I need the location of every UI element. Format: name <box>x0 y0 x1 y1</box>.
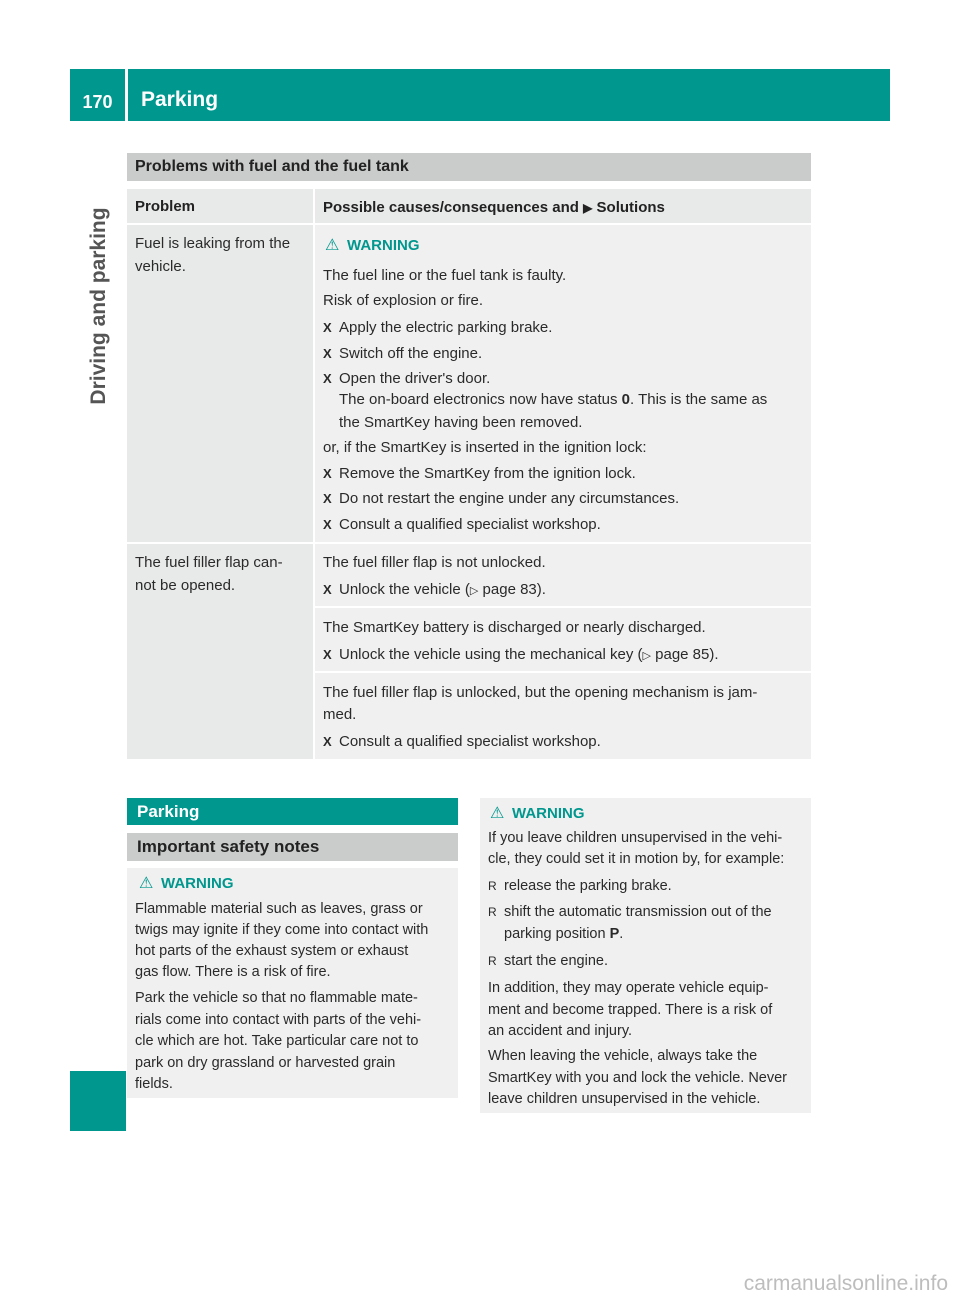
step-arrow-icon: X <box>323 517 332 532</box>
row2-solution-2: X Unlock the vehicle using the mechanical key (▷ page 85). <box>323 643 719 668</box>
row1-step-5: X Do not restart the engine under any circumstances. <box>323 487 679 510</box>
bullet-2: R shift the automatic transmission out of the <box>488 904 772 920</box>
bullet-2-continued: parking position P. <box>504 926 624 942</box>
step-arrow-icon: X <box>323 647 332 662</box>
row2-cause-1-cell <box>315 544 811 606</box>
row1-step-6: X Consult a qualified specialist workshop. <box>323 513 601 536</box>
step-arrow-icon: X <box>323 734 332 749</box>
row2-cause-2-cell <box>315 608 811 671</box>
children-warning-intro: If you leave children unsupervised in the vehi- cle, they could set it in motion by, for example: <box>488 830 785 867</box>
bullet-3: R start the engine. <box>488 953 608 969</box>
watermark: carmanualsonline.info <box>743 1272 948 1295</box>
warning-triangle-icon: ⚠ <box>139 875 154 892</box>
subsection-heading-bar <box>127 833 458 861</box>
step-arrow-icon: X <box>323 346 332 361</box>
page-ref-icon: ▷ <box>642 650 651 662</box>
section-heading-bar <box>127 798 458 825</box>
row1-step-2: X Switch off the engine. <box>323 342 482 365</box>
row1-step-4: X Remove the SmartKey from the ignition lock. <box>323 462 636 485</box>
step-arrow-icon: X <box>323 491 332 506</box>
bullet-icon: R <box>488 905 497 919</box>
bullet-icon: R <box>488 954 497 968</box>
row2-cause-1: The fuel filler flap is not unlocked. <box>323 554 546 571</box>
row2-problem-line1: The fuel filler flap can- <box>135 554 283 571</box>
row2-solution-1: X Unlock the vehicle (▷ page 83). <box>323 578 546 603</box>
row2-cause-3-line2: med. <box>323 706 357 723</box>
row1-warning: ⚠ WARNING <box>325 237 420 254</box>
warning-triangle-icon: ⚠ <box>490 805 505 822</box>
row1-problem-line1: Fuel is leaking from the <box>135 235 291 252</box>
parking-warning-label: ⚠ WARNING <box>139 875 234 892</box>
side-tab-label: Driving and parking <box>87 207 110 405</box>
subsection-heading: Important safety notes <box>137 837 320 856</box>
col-solutions: Possible causes/consequences and ▶ Solutions <box>323 199 665 216</box>
row1-step-1: X Apply the electric parking brake. <box>323 316 552 339</box>
children-warning-box <box>480 798 811 1113</box>
children-warning-p2: In addition, they may operate vehicle equip- ment and become trapped. There is a risk of an accident and injury. <box>488 980 773 1039</box>
header-divider <box>125 69 128 121</box>
row1-text-2: Risk of explosion or fire. <box>323 292 484 309</box>
row1-step-3-detail: The on-board electronics now have status 0. This is the same as <box>339 391 768 408</box>
row1-problem-cell <box>127 225 313 542</box>
row2-cause-3-line1: The fuel filler flap is unlocked, but the opening mechanism is jam- <box>323 684 758 701</box>
page-number: 170 <box>82 92 113 112</box>
table-title-bar <box>127 153 811 181</box>
side-tab-marker <box>70 1071 126 1131</box>
table-title: Problems with fuel and the fuel tank <box>135 158 409 175</box>
bullet-1: R release the parking brake. <box>488 878 672 894</box>
step-arrow-icon: X <box>323 320 332 335</box>
side-tab <box>70 121 128 491</box>
row1-step-3-detail-2: the SmartKey having been removed. <box>339 414 583 431</box>
step-arrow-icon: X <box>323 582 332 597</box>
header-cell-solutions <box>315 189 811 223</box>
row2-problem-cell <box>127 544 313 759</box>
row1-solution-cell <box>315 225 811 542</box>
page-ref-icon: ▷ <box>469 585 479 597</box>
row2-solution-3: X Consult a qualified specialist workshop. <box>323 730 601 753</box>
row1-step-3: X Open the driver's door. <box>323 367 490 390</box>
row1-text-3: or, if the SmartKey is inserted in the ignition lock: <box>323 439 647 456</box>
parking-warning-p1: Flammable material such as leaves, grass or twigs may ignite if they come into contact with hot parts of the exhaust system or exhaust gas flow. There is a risk of fire. <box>135 901 429 980</box>
row2-cause-3-cell <box>315 673 811 759</box>
row2-problem-line2: not be opened. <box>135 577 236 594</box>
children-warning-p3: When leaving the vehicle, always take the SmartKey with you and lock the vehicle. Never leave children unsupervised in the vehicle. <box>488 1048 787 1107</box>
step-arrow-icon: X <box>323 371 332 386</box>
warning-triangle-icon: ⚠ <box>325 237 340 254</box>
bullet-icon: R <box>488 879 497 893</box>
row1-text-1: The fuel line or the fuel tank is faulty. <box>323 267 567 284</box>
col-problem: Problem <box>135 198 196 215</box>
page-title: Parking <box>141 88 219 111</box>
row2-cause-2: The SmartKey battery is discharged or nearly discharged. <box>323 619 706 636</box>
arrow-right-icon: ▶ <box>583 201 593 215</box>
parking-warning-box <box>127 868 458 1098</box>
parking-warning-p2: Park the vehicle so that no flammable mate- rials come into contact with parts of the vehi- cle which are hot. Take particular care not to park on dry grassland or harvested grain fields. <box>135 990 422 1092</box>
section-heading: Parking <box>137 802 200 821</box>
step-arrow-icon: X <box>323 466 332 481</box>
children-warning-label: ⚠ WARNING <box>490 805 585 822</box>
header-cell-problem <box>127 189 313 223</box>
row1-problem-line2: vehicle. <box>135 258 186 275</box>
